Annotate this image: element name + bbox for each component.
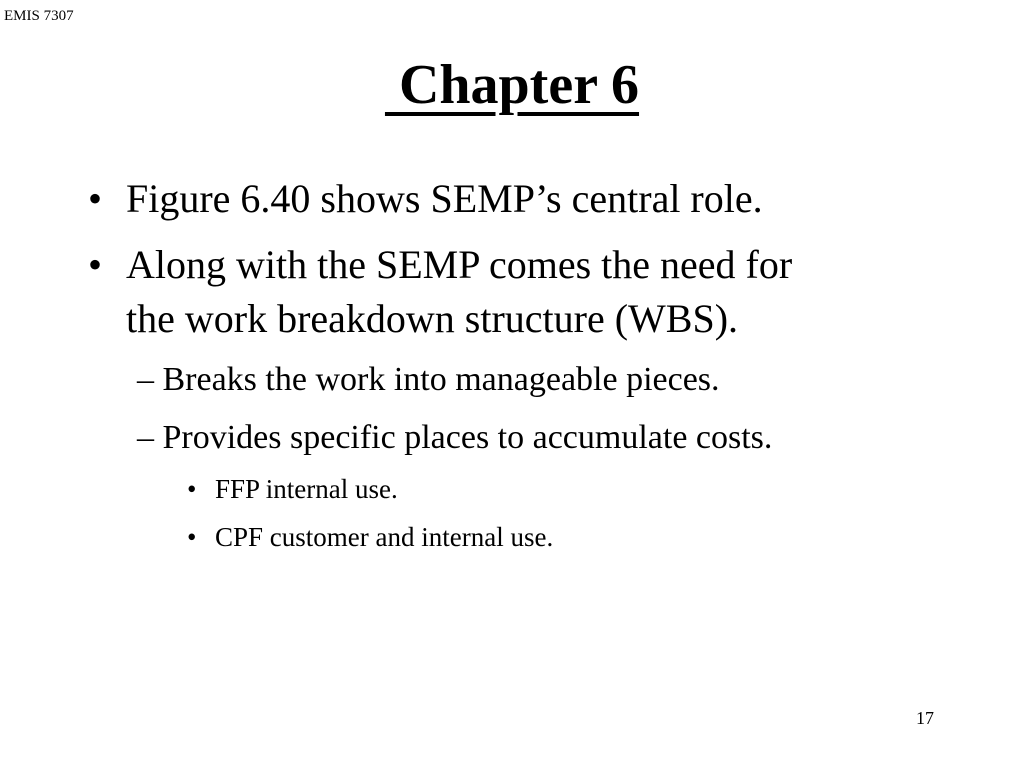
sub-sub-bullet-text: FFP internal use. [215,474,398,504]
slide-title-text: Chapter 6 [384,54,640,116]
sub-sub-bullet-item-1 [187,473,398,505]
page-number: 17 [916,708,934,728]
bullet-item-1 [88,172,763,226]
sub-sub-bullet-text: CPF customer and internal use. [215,522,554,552]
bullet-marker: • [88,176,103,221]
bullet-marker: • [88,242,103,287]
sub-sub-bullet-item-2 [187,521,554,553]
bullet-item-2 [88,238,793,346]
sub-bullet-item-1: – Breaks the work into manageable pieces. [137,361,720,398]
bullet-marker: • [187,474,197,504]
bullet-marker: • [187,522,197,552]
course-code: EMIS 7307 [4,8,74,24]
bullet-text-line-1: Along with the SEMP comes the need for [126,242,793,287]
sub-bullet-item-2: – Provides specific places to accumulate costs. [137,419,773,456]
bullet-text-line-2: the work breakdown structure (WBS). [126,296,739,341]
bullet-text: Figure 6.40 shows SEMP’s central role. [126,176,763,221]
